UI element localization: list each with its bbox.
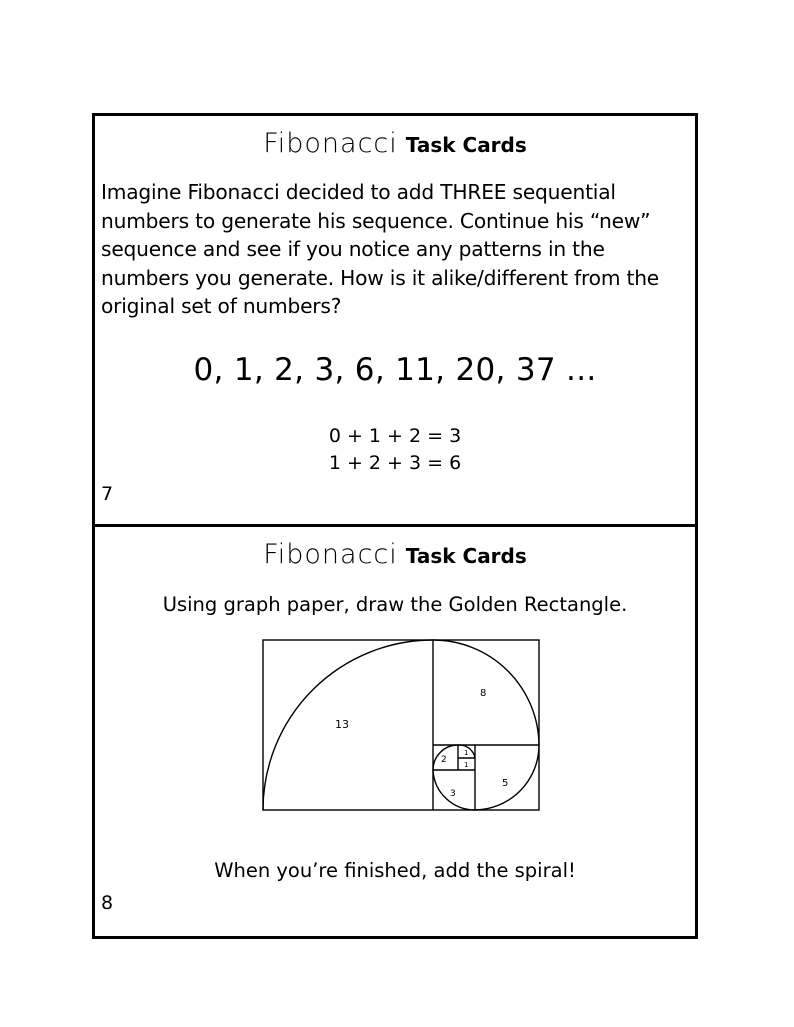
card-title-fibonacci: Fibonacci — [263, 128, 398, 159]
finish-instruction: When you’re finished, add the spiral! — [214, 859, 576, 882]
label-8: 8 — [480, 688, 487, 699]
label-5: 5 — [502, 778, 509, 789]
sequence: 0, 1, 2, 3, 6, 11, 20, 37 ... — [193, 352, 597, 388]
card-number: 7 — [101, 483, 114, 505]
card-title-task-cards: Task Cards — [405, 544, 527, 568]
task-card-7 — [92, 113, 698, 527]
golden-rectangle-outline — [263, 640, 539, 810]
card-title — [95, 539, 695, 570]
card-number: 8 — [101, 892, 114, 914]
card-title-fibonacci: Fibonacci — [263, 539, 398, 570]
equation-2: 1 + 2 + 3 = 6 — [328, 452, 462, 474]
golden-rectangle-figure — [240, 620, 540, 830]
label-1a: 1 — [464, 749, 469, 757]
golden-spiral — [263, 640, 539, 810]
label-3: 3 — [450, 789, 456, 799]
card-title — [95, 128, 695, 159]
label-13: 13 — [335, 718, 349, 731]
card-title-task-cards: Task Cards — [405, 133, 527, 157]
equation-1: 0 + 1 + 2 = 3 — [328, 425, 462, 447]
label-2: 2 — [441, 755, 447, 765]
card-prompt: Imagine Fibonacci decided to add THREE sequential numbers to generate his sequence. Continue his “new” sequence and see if you notice any patterns in the numbers you generate. How is it alike/different from the original set of numbers? — [101, 180, 660, 318]
card-instruction: Using graph paper, draw the Golden Rectangle. — [162, 593, 628, 616]
task-card-8 — [92, 524, 698, 939]
label-1b: 1 — [464, 761, 469, 769]
